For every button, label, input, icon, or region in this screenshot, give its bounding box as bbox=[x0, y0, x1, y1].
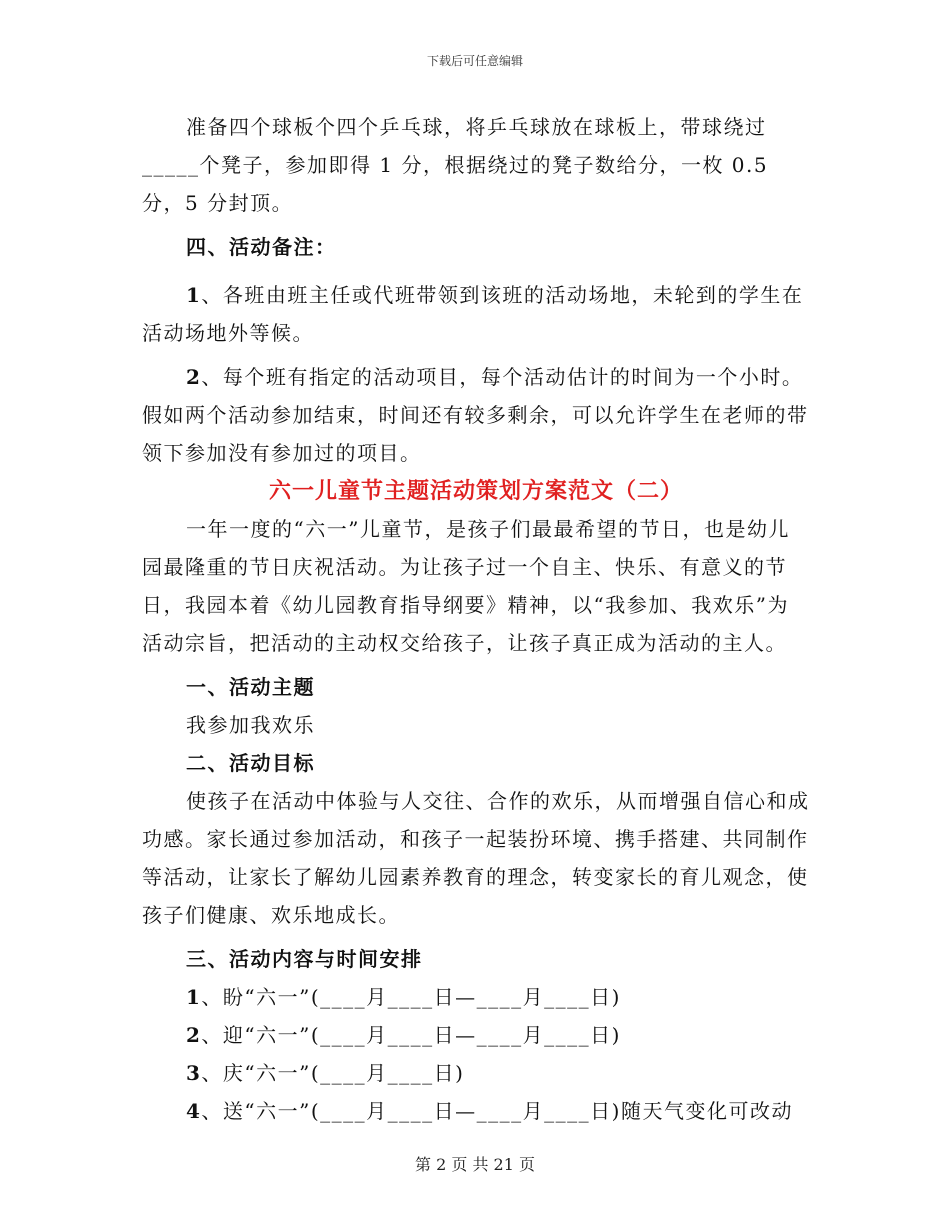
section-title: 六一儿童节主题活动策划方案范文（二） bbox=[268, 478, 683, 504]
schedule-number: 4 bbox=[186, 1099, 202, 1123]
theme-text: 我参加我欢乐 bbox=[186, 713, 315, 737]
note-number: 1 bbox=[186, 283, 202, 307]
schedule-item bbox=[142, 978, 810, 1016]
page-footer: 第 2 页 共 21 页 bbox=[415, 1155, 535, 1174]
schedule-text: 、庆“六一”(____月____日) bbox=[201, 1061, 465, 1085]
schedule-item bbox=[142, 1092, 810, 1130]
schedule-item bbox=[142, 1054, 810, 1092]
heading-schedule: 三、活动内容与时间安排 bbox=[186, 947, 423, 971]
page-header: 下载后可任意编辑 bbox=[426, 54, 523, 68]
note-number: 2 bbox=[186, 365, 202, 389]
note-item bbox=[142, 358, 810, 472]
note-text: 、各班由班主任或代班带领到该班的活动场地，未轮到的学生在活动场地外等候。 bbox=[142, 283, 804, 345]
note-text: 、每个班有指定的活动项目，每个活动估计的时间为一个小时。假如两个活动参加结束，时间还有较多剩余，可以允许学生在老师的带领下参加没有参加过的项目。 bbox=[142, 365, 809, 465]
schedule-number: 2 bbox=[186, 1023, 202, 1047]
note-item bbox=[142, 276, 810, 352]
paragraph-intro: 一年一度的“六一”儿童节，是孩子们最最希望的节日，也是幼儿园最隆重的节日庆祝活动。为让孩子过一个自主、快乐、有意义的节日，我园本着《幼儿园教育指导纲要》精神，以“我参加、我欢乐”为活动宗旨，把活动的主动权交给孩子，让孩子真正成为活动的主人。 bbox=[142, 517, 790, 655]
heading-goal: 二、活动目标 bbox=[186, 751, 315, 775]
schedule-text: 、盼“六一”(____月____日—____月____日) bbox=[201, 985, 621, 1009]
heading-notes: 四、活动备注： bbox=[186, 235, 337, 259]
document-body bbox=[142, 108, 810, 1130]
paragraph-pingpong: 准备四个球板个四个乒乓球，将乒乓球放在球板上，带球绕过_____个凳子，参加即得 1 分，根据绕过的凳子数给分，一枚 0.5 分，5 分封顶。 bbox=[142, 115, 769, 215]
paragraph-goal: 使孩子在活动中体验与人交往、合作的欢乐，从而增强自信心和成功感。家长通过参加活动，和孩子一起装扮环境、携手搭建、共同制作等活动，让家长了解幼儿园素养教育的理念，转变家长的育儿观念，使孩子们健康、欢乐地成长。 bbox=[142, 789, 810, 927]
schedule-number: 3 bbox=[186, 1061, 202, 1085]
schedule-item bbox=[142, 1016, 810, 1054]
schedule-text: 、送“六一”(____月____日—____月____日)随天气变化可改动 bbox=[201, 1099, 793, 1123]
heading-theme: 一、活动主题 bbox=[186, 675, 315, 699]
schedule-number: 1 bbox=[186, 985, 202, 1009]
schedule-text: 、迎“六一”(____月____日—____月____日) bbox=[201, 1023, 621, 1047]
